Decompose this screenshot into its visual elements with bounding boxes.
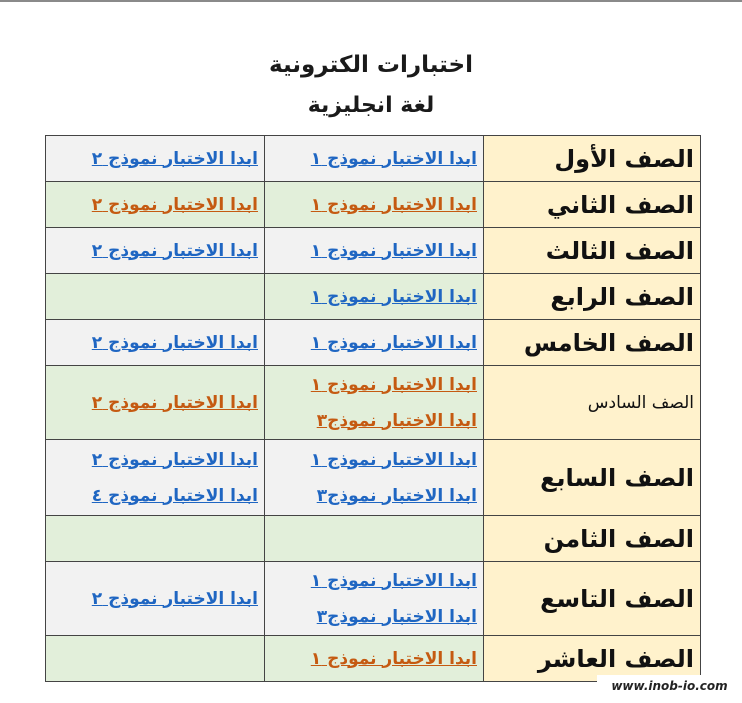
exam-link[interactable]: ابدا الاختبار نموذج ٢ [91, 332, 258, 353]
table-row [46, 320, 701, 366]
table-row [46, 136, 701, 182]
grade-label: الصف الأول [484, 136, 701, 182]
site-watermark: www.inob-io.com [597, 675, 742, 697]
table-row [46, 516, 701, 562]
grade-label: الصف الثالث [484, 228, 701, 274]
grade-label: الصف السابع [484, 440, 701, 516]
table-row [46, 440, 701, 516]
exam-links-cell-a [265, 136, 484, 182]
grade-label: الصف السادس [484, 366, 701, 440]
exam-link[interactable]: ابدا الاختبار نموذج ٤ [91, 485, 258, 506]
grade-label: الصف العاشر [484, 636, 701, 682]
exam-link[interactable]: ابدا الاختبار نموذج ١ [310, 286, 477, 307]
exam-links-cell-b [46, 636, 265, 682]
exam-links-cell-b [46, 366, 265, 440]
exam-links-cell-a [265, 516, 484, 562]
table-row [46, 182, 701, 228]
exam-link[interactable]: ابدا الاختبار نموذج ١ [310, 648, 477, 669]
exam-link[interactable]: ابدا الاختبار نموذج ١ [310, 449, 477, 470]
exam-links-cell-a [265, 562, 484, 636]
exam-link[interactable]: ابدا الاختبار نموذج ١ [310, 570, 477, 591]
exam-links-cell-b [46, 440, 265, 516]
exam-link[interactable]: ابدا الاختبار نموذج ٢ [91, 148, 258, 169]
exam-links-cell-a [265, 228, 484, 274]
exam-link[interactable]: ابدا الاختبار نموذج ٢ [91, 240, 258, 261]
exam-links-cell-b [46, 516, 265, 562]
exam-link[interactable]: ابدا الاختبار نموذج ١ [310, 332, 477, 353]
exam-link[interactable]: ابدا الاختبار نموذج ٢ [91, 588, 258, 609]
exam-links-cell-a [265, 320, 484, 366]
page-subtitle: لغة انجليزية [307, 93, 435, 118]
exam-links-cell-b [46, 228, 265, 274]
exam-links-cell-a [265, 274, 484, 320]
page-title: اختبارات الكترونية [269, 52, 473, 78]
exam-links-cell-a [265, 636, 484, 682]
exams-table [45, 135, 701, 682]
exam-links-cell-b [46, 274, 265, 320]
exam-links-cell-b [46, 182, 265, 228]
exam-link[interactable]: ابدا الاختبار نموذج٣ [316, 485, 477, 506]
grade-label: الصف التاسع [484, 562, 701, 636]
exam-links-cell-a [265, 366, 484, 440]
exam-link[interactable]: ابدا الاختبار نموذج ١ [310, 374, 477, 395]
grade-label: الصف الرابع [484, 274, 701, 320]
exam-links-cell-b [46, 136, 265, 182]
table-row [46, 562, 701, 636]
grade-label: الصف الثامن [484, 516, 701, 562]
exam-links-cell-b [46, 562, 265, 636]
exam-link[interactable]: ابدا الاختبار نموذج ١ [310, 194, 477, 215]
exam-link[interactable]: ابدا الاختبار نموذج ٢ [91, 449, 258, 470]
exam-link[interactable]: ابدا الاختبار نموذج٣ [316, 410, 477, 431]
grade-label: الصف الخامس [484, 320, 701, 366]
grade-label: الصف الثاني [484, 182, 701, 228]
exam-links-cell-b [46, 320, 265, 366]
table-row [46, 228, 701, 274]
exam-link[interactable]: ابدا الاختبار نموذج ٢ [91, 194, 258, 215]
exam-link[interactable]: ابدا الاختبار نموذج ١ [310, 148, 477, 169]
table-row [46, 366, 701, 440]
exam-link[interactable]: ابدا الاختبار نموذج ١ [310, 240, 477, 261]
exam-links-cell-a [265, 182, 484, 228]
table-row [46, 274, 701, 320]
top-border-line [0, 0, 742, 2]
exam-links-cell-a [265, 440, 484, 516]
exam-link[interactable]: ابدا الاختبار نموذج ٢ [91, 392, 258, 413]
exam-link[interactable]: ابدا الاختبار نموذج٣ [316, 606, 477, 627]
